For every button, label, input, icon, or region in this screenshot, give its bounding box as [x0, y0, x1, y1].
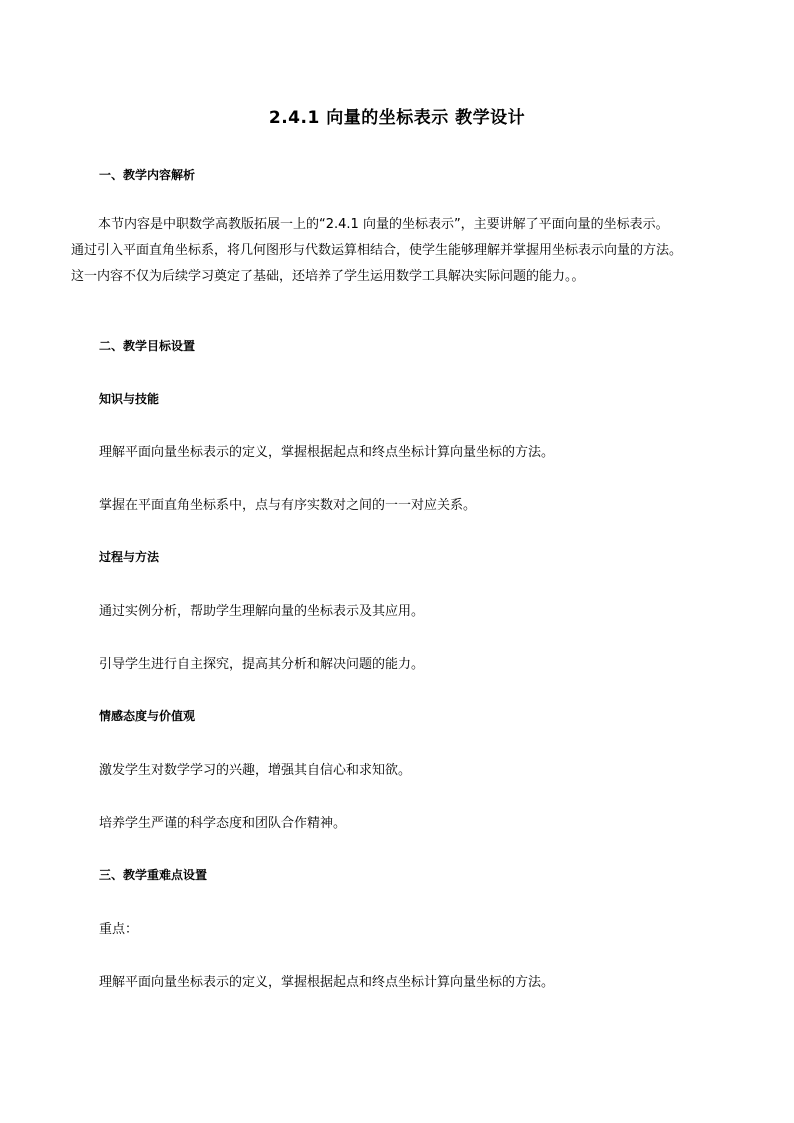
content-analysis-paragraph — [71, 212, 751, 290]
document-title: 2.4.1 向量的坐标表示 教学设计 — [268, 108, 526, 128]
paragraph-line: 通过引入平面直角坐标系，将几何图形与代数运算相结合，使学生能够理解并掌握用坐标表示向量的方法。 — [71, 243, 683, 258]
paragraph-line: 本节内容是中职数学高教版拓展一上的“2.4.1 向量的坐标表示”，主要讲解了平面向量的坐标表示。 — [98, 217, 669, 232]
subheading-process-methods: 过程与方法 — [99, 550, 160, 564]
section-heading-teaching-goals: 二、教学目标设置 — [99, 339, 196, 353]
list-item: 理解平面向量坐标表示的定义，掌握根据起点和终点坐标计算向量坐标的方法。 — [99, 445, 555, 460]
list-item: 培养学生严谨的科学态度和团队合作精神。 — [99, 816, 347, 831]
section-heading-content-analysis: 一、教学内容解析 — [99, 168, 196, 182]
list-item: 通过实例分析，帮助学生理解向量的坐标表示及其应用。 — [99, 604, 425, 619]
key-points-label: 重点： — [99, 922, 139, 937]
subheading-attitudes-values: 情感态度与价值观 — [99, 709, 196, 723]
paragraph-line: 这一内容不仅为后续学习奠定了基础，还培养了学生运用数学工具解决实际问题的能力。。 — [71, 269, 585, 284]
list-item: 掌握在平面直角坐标系中，点与有序实数对之间的一一对应关系。 — [99, 498, 477, 513]
list-item: 理解平面向量坐标表示的定义，掌握根据起点和终点坐标计算向量坐标的方法。 — [99, 975, 555, 990]
list-item: 激发学生对数学学习的兴趣，增强其自信心和求知欲。 — [99, 763, 412, 778]
section-heading-key-difficult-points: 三、教学重难点设置 — [99, 868, 208, 882]
list-item: 引导学生进行自主探究，提高其分析和解决问题的能力。 — [99, 657, 425, 672]
subheading-knowledge-skills: 知识与技能 — [99, 392, 160, 406]
